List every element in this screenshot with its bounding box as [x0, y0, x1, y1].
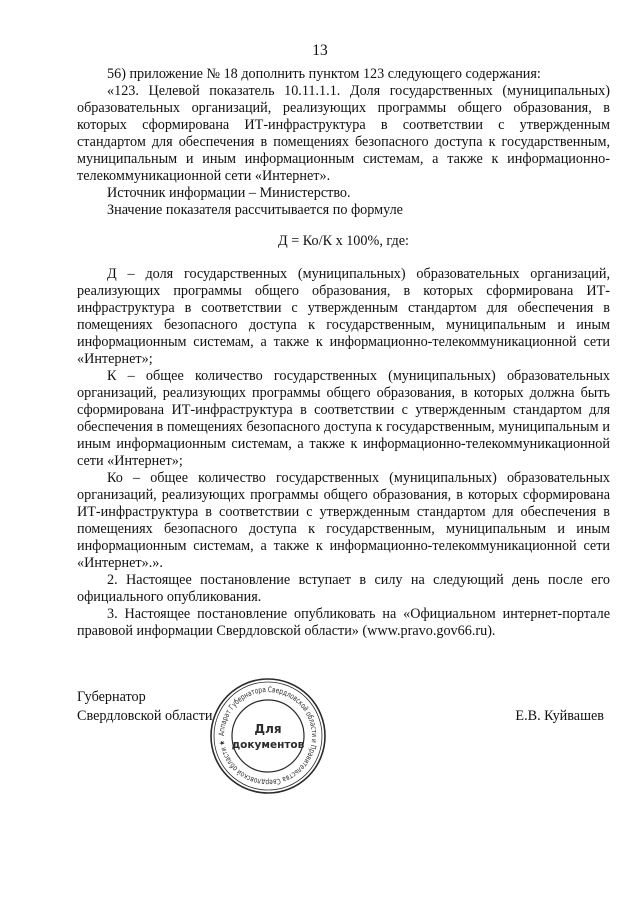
formula: Д = Ко/К х 100%, где: — [278, 233, 409, 249]
amendment-intro: 56) приложение № 18 дополнить пунктом 123 следующего содержания: — [107, 66, 541, 82]
calculation-intro-paragraph: Значение показателя рассчитывается по формуле — [107, 202, 403, 218]
signatory-name: Е.В. Куйвашев — [515, 708, 604, 724]
stamp-center-line1: Для — [254, 722, 282, 736]
definition-k: К – общее количество государственных (муниципальных) образовательных организаций, реализующих программы общего образования, в которых должна быть сформирована ИТ-инфраструктура в соответствии с утвержденным стандартом для обеспечения в помещениях безопасного доступа к государственным, муниципальным и иным информационным системам, а также к информационно-телекоммуникационной сети «Интернет»; — [77, 368, 610, 469]
clause-effective-date: 2. Настоящее постановление вступает в силу на следующий день после его официального опубликования. — [77, 572, 610, 605]
document-body — [77, 66, 610, 640]
signatory-title-line1: Губернатор — [77, 689, 146, 705]
official-stamp — [208, 676, 328, 796]
signatory-title-line2: Свердловской области — [77, 708, 213, 724]
definition-d: Д – доля государственных (муниципальных) образовательных организаций, реализующих программы общего образования, в которых сформирована ИТ-инфраструктура в соответствии с утвержденным стандартом для обеспечения в помещениях безопасного доступа к государственным, муниципальным и иным информационным системам, а также к информационно-телекоммуникационной сети «Интернет»; — [77, 266, 610, 367]
page-number: 13 — [312, 42, 328, 59]
definition-ko: Ко – общее количество государственных (муниципальных) образовательных организаций, реализующих программы общего образования, в которых сформирована ИТ-инфраструктура в соответствии с утвержденным стандартом для обеспечения в помещениях безопасного доступа к государственным, муниципальным и иным информационным системам, а также к информационно-телекоммуникационной сети «Интернет».». — [77, 470, 610, 571]
stamp-seal-icon — [208, 676, 328, 796]
stamp-center-line2: документов — [231, 739, 305, 751]
stamp-ring-text: Аппарат Губернатора Свердловской области и Правительства Свердловской области ★ — [216, 684, 320, 788]
target-indicator-paragraph: «123. Целевой показатель 10.11.1.1. Доля государственных (муниципальных) образовательных организаций, реализующих программы общего образования, в которых сформирована ИТ-инфраструктура в соответствии с утвержденным стандартом для обеспечения в помещениях безопасного доступа к государственным, муниципальным и иным информационным системам, а также к информационно-телекоммуникационной сети «Интернет». — [77, 83, 610, 184]
info-source-paragraph: Источник информации – Министерство. — [107, 185, 351, 201]
clause-publication: 3. Настоящее постановление опубликовать на «Официальном интернет-портале правовой информации Свердловской области» (www.pravo.gov66.ru). — [77, 606, 610, 639]
